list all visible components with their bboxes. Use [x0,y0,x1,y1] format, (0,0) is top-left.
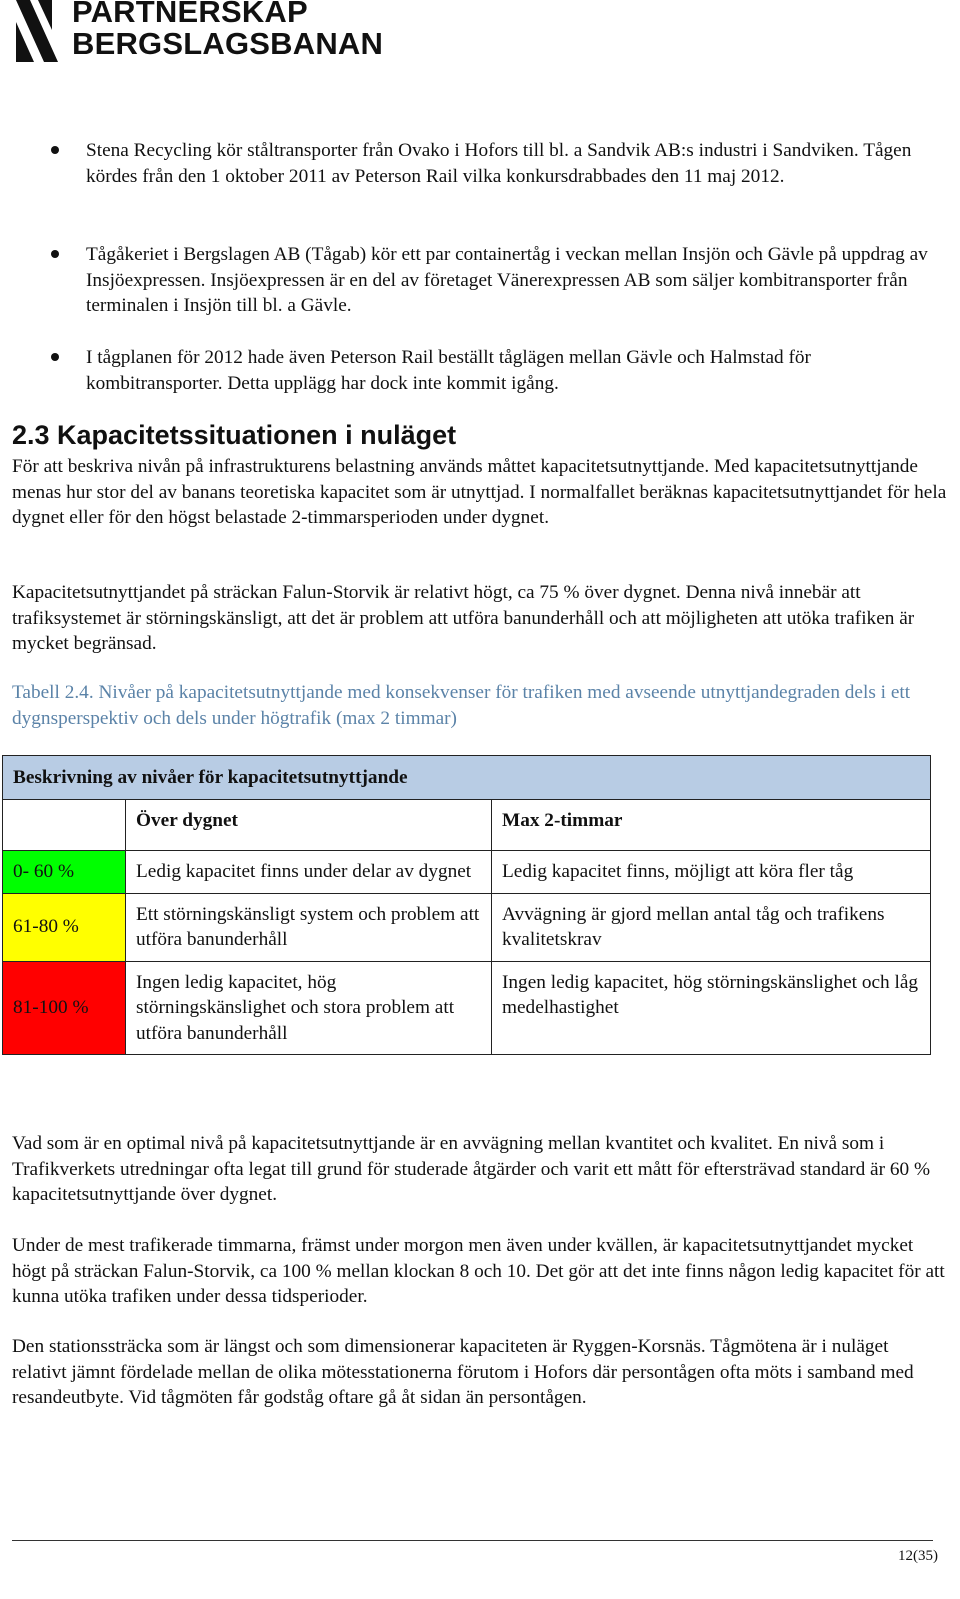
day-cell: Ledig kapacitet finns under delar av dygnet [126,851,492,894]
table-title: Beskrivning av nivåer för kapacitetsutnyttjande [3,756,931,800]
paragraph: Kapacitetsutnyttjandet på sträckan Falun-Storvik är relativt högt, ca 75 % över dygnet. Denna nivå innebär att trafiksystemet är störningskänsligt, att det är problem att utföra banunderhåll och att möjligheten att utöka trafiken är mycket begränsad. [12,582,915,654]
partnerskap-logo-icon [14,0,66,62]
capacity-table [2,755,931,1055]
level-cell: 61-80 % [3,893,126,961]
section-heading: 2.3 Kapacitetssituationen i nuläget [12,420,457,450]
page-number: 12(35) [898,1548,938,1564]
day-cell: Ingen ledig kapacitet, hög störningskänslighet och stora problem att utföra banunderhåll [126,961,492,1055]
paragraph: Vad som är en optimal nivå på kapacitetsutnyttjande är en avvägning mellan kvantitet och kvalitet. En nivå som i Trafikverkets utredningar ofta legat till grund för studerade åtgärder och varit ett mått för eftersträvad standard är 60 % kapacitetsutnyttjande över dygnet. [12,1133,931,1205]
table-row [3,851,931,894]
level-cell: 0- 60 % [3,851,126,894]
peak-cell: Ingen ledig kapacitet, hög störningskänslighet och låg medelhastighet [492,961,931,1055]
list-item-text: I tågplanen för 2012 hade även Peterson Rail beställt tåglägen mellan Gävle och Halmstad för kombitransporter. Detta upplägg har dock inte kommit igång. [86,347,811,394]
logo-text [72,0,383,60]
table-row [3,893,931,961]
paragraph: Den stationssträcka som är längst och som dimensionerar kapaciteten är Ryggen-Korsnäs. Tågmötena är i nuläget relativt jämnt fördelade mellan de olika mötesstationerna förutom i Hofors där persontågen ofta möts i samband med resandeutbyte. Vid tågmöten får godståg oftare gå åt sidan än persontågen. [12,1336,914,1408]
list-item-text: Tågåkeriet i Bergslagen AB (Tågab) kör ett par containertåg i veckan mellan Insjön och Gävle på uppdrag av Insjöexpressen. Insjöexpressen är en del av företaget Vänerexpressen AB som säljer kombitransporter från terminalen i Insjön till bl. a Gävle. [86,244,928,316]
level-cell: 81-100 % [3,961,126,1055]
peak-cell: Ledig kapacitet finns, möjligt att köra fler tåg [492,851,931,894]
bullet-icon [51,146,59,154]
column-header-day: Över dygnet [126,800,492,851]
day-cell: Ett störningskänsligt system och problem att utföra banunderhåll [126,893,492,961]
logo-line-1: PARTNERSKAP [72,0,308,29]
table-caption: Tabell 2.4. Nivåer på kapacitetsutnyttjande med konsekvenser för trafiken med avseende utnyttjandegraden dels i ett dygnsperspektiv och dels under högtrafik (max 2 timmar) [12,682,911,729]
footer-divider [12,1540,933,1541]
paragraph: Under de mest trafikerade timmarna, främst under morgon men även under kvällen, är kapacitetsutnyttjandet mycket högt på sträckan Falun-Storvik, ca 100 % mellan klockan 8 och 10. Det gör att det inte finns någon ledig kapacitet för att kunna utöka trafiken under dessa tidsperioder. [12,1235,945,1307]
logo-line-2: BERGSLAGSBANAN [72,26,384,61]
column-header-empty [3,800,126,851]
bullet-icon [51,353,59,361]
bullet-icon [51,250,59,258]
peak-cell: Avvägning är gjord mellan antal tåg och trafikens kvalitetskrav [492,893,931,961]
list-item-text: Stena Recycling kör ståltransporter från Ovako i Hofors till bl. a Sandvik AB:s industri i Sandviken. Tågen kördes från den 1 oktober 2011 av Peterson Rail vilka konkursdrabbades den 11 maj 2012. [86,140,912,187]
table-row [3,961,931,1055]
paragraph: För att beskriva nivån på infrastrukturens belastning används måttet kapacitetsutnyttjande. Med kapacitetsutnyttjande menas hur stor del av banans teoretiska kapacitet som är utnyttjad. I normalfallet beräknas kapacitetsutnyttjandet för hela dygnet eller för den högst belastade 2-timmarsperioden under dygnet. [12,456,947,528]
column-header-peak: Max 2-timmar [492,800,931,851]
